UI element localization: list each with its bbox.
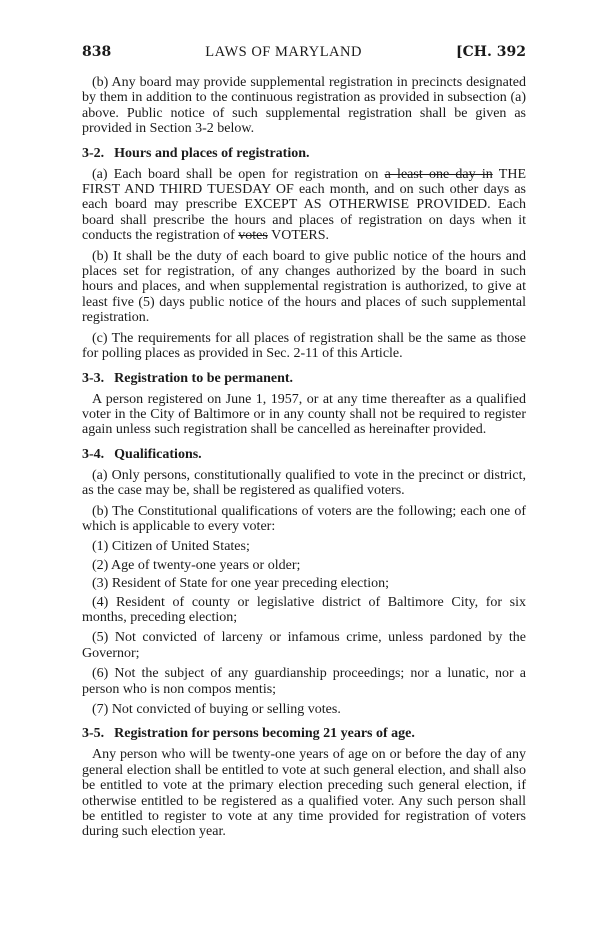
book-title: LAWS OF MARYLAND [205, 44, 362, 60]
list-item [82, 576, 526, 591]
document-body [82, 75, 526, 840]
section-heading [82, 146, 526, 162]
paragraph [82, 331, 526, 362]
section-heading [82, 447, 526, 463]
text-segment: (c) The requirements for all places of registration shall be the same as those for polling places as provided in Sec. 2-11 of this Article. [82, 330, 526, 362]
section-heading [82, 726, 526, 742]
chapter-label: [CH. 392 [456, 44, 526, 60]
text-segment: (7) Not convicted of buying or selling votes. [92, 702, 341, 717]
text-segment: (1) Citizen of United States; [92, 539, 250, 555]
section-heading [82, 371, 526, 387]
text-segment: (3) Resident of State for one year preceding election; [92, 576, 389, 592]
section-title: Registration for persons becoming 21 years of age. [114, 726, 415, 742]
paragraph [82, 167, 526, 244]
paragraph [82, 392, 526, 438]
text-segment: (b) The Constitutional qualifications of voters are the following; each one of which is applicable to every voter: [82, 503, 526, 534]
text-segment: (a) Each board shall be open for registration on [92, 166, 385, 182]
section-number: 3-5. [82, 726, 105, 742]
paragraph [82, 75, 526, 137]
paragraph [82, 468, 526, 499]
text-segment: (b) Any board may provide supplemental registration in precincts designated by them in addition to the continuous registration as provided in subsection (a) above. Public notice of such supplemental registration shall be given as provided in Section 3-2 below. [82, 75, 526, 137]
paragraph [82, 249, 526, 326]
section-title: Registration to be permanent. [114, 370, 294, 386]
list-item [82, 539, 526, 554]
running-header [82, 44, 526, 61]
text-segment: Any person who will be twenty-one years of age on or before the day of any general election shall be entitled to vote at such general election, and shall also be entitled to vote at the primary election preceding such general election, if otherwise entitled to be registered as a qualified voter. Any such person shall be entitled to register to vote at any time provided for registration of voters during such election year. [82, 747, 526, 840]
text-segment: (b) It shall be the duty of each board to give public notice of the hours and places set for registration, of any changes authorized by the board in such hours and places, and when supplemental registration is authorized, to give at least five (5) days public notice of the hours and places of such supplemental registration. [82, 248, 526, 326]
section-number: 3-4. [82, 446, 105, 462]
paragraph [82, 630, 526, 661]
paragraph [82, 666, 526, 697]
text-segment: (4) Resident of county or legislative district of Baltimore City, for six months, preceding election; [82, 594, 526, 625]
section-title: Qualifications. [114, 446, 202, 462]
paragraph [82, 504, 526, 535]
page-number: 838 [82, 44, 112, 60]
section-number: 3-3. [82, 370, 105, 386]
text-segment: THE FIRST AND THIRD TUESDAY OF each month, and on such other days as each board may prescribe EXCEPT AS OTHERWISE PROVIDED. Each board shall prescribe the hours and places of registration on days when it conducts the registration of [82, 166, 526, 244]
paragraph [82, 747, 526, 839]
section-number: 3-2. [82, 145, 105, 161]
text-segment: (2) Age of twenty-one years or older; [92, 557, 301, 573]
document-page [82, 44, 526, 845]
section-title: Hours and places of registration. [114, 145, 310, 161]
paragraph [82, 595, 526, 626]
list-item [82, 558, 526, 573]
text-segment: (5) Not convicted of larceny or infamous crime, unless pardoned by the Governor; [82, 630, 526, 661]
struck-text: a least one day in [384, 166, 493, 182]
text-segment: (6) Not the subject of any guardianship proceedings; nor a lunatic, nor a person who is non compos mentis; [82, 666, 526, 697]
struck-text: votes [238, 228, 268, 244]
text-segment: (a) Only persons, constitutionally qualified to vote in the precinct or district, as the case may be, shall be registered as qualified voters. [82, 467, 526, 499]
text-segment: A person registered on June 1, 1957, or at any time thereafter as a qualified voter in the City of Baltimore or in any county shall not be required to register again unless such registration shall be cancelled as hereinafter provided. [82, 391, 526, 438]
text-segment: VOTERS. [267, 228, 330, 244]
list-item [82, 702, 526, 717]
